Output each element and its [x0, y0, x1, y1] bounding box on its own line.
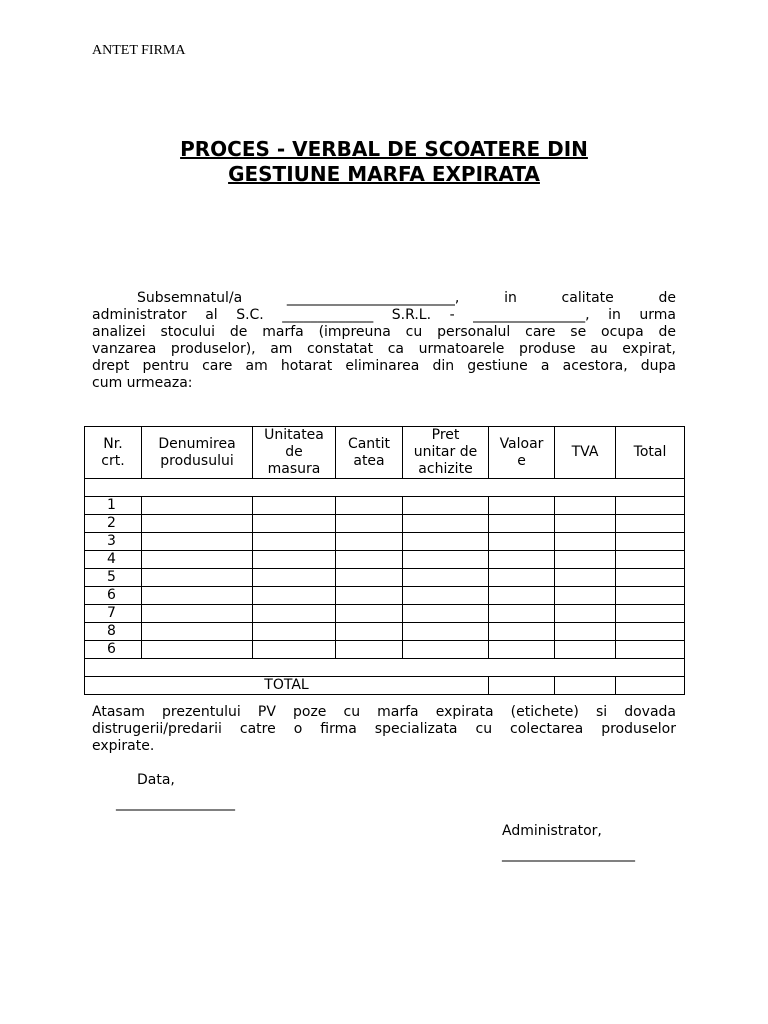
intro-line: drept pentru care am hotarat eliminarea din gestiune a acestora, dupa [92, 358, 676, 374]
intro-paragraph [92, 290, 676, 392]
header-total: Total [616, 427, 685, 479]
table-row: 1 [85, 497, 685, 515]
header-nr-crt: Nr. crt. [85, 427, 142, 479]
header-pret: Pret unitar de achizite [403, 427, 489, 479]
table-row: 7 [85, 605, 685, 623]
table-row: 8 [85, 623, 685, 641]
header-cantitatea: Cantit atea [336, 427, 403, 479]
company-header: ANTET FIRMA [92, 43, 186, 58]
table-header-row [85, 427, 685, 479]
total-label: TOTAL [85, 677, 489, 695]
table-row: 4 [85, 551, 685, 569]
attachment-paragraph [92, 704, 676, 755]
header-unitatea: Unitatea de masura [253, 427, 336, 479]
intro-line: vanzarea produselor), am constatat ca urmatoarele produse au expirat, [92, 341, 676, 357]
attachment-line: distrugerii/predarii catre o firma specializata cu colectarea produselor [92, 721, 676, 737]
table-spacer-row [85, 479, 685, 497]
date-label: Data, [137, 772, 175, 788]
document-title-line-2: GESTIUNE MARFA EXPIRATA [228, 162, 540, 186]
table-row: 6 [85, 641, 685, 659]
header-valoare: Valoar e [489, 427, 555, 479]
table-row: 6 [85, 587, 685, 605]
attachment-line: Atasam prezentului PV poze cu marfa expirata (etichete) si dovada [92, 704, 676, 720]
date-signature-line: _________________ [116, 795, 235, 811]
table-total-row [85, 677, 685, 695]
products-table [84, 426, 685, 695]
document-title-line-1: PROCES - VERBAL DE SCOATERE DIN [180, 137, 588, 161]
intro-line: administrator al S.C. _____________ S.R.L. - ________________, in urma [92, 307, 676, 323]
table-spacer-row [85, 659, 685, 677]
attachment-line: expirate. [92, 738, 155, 754]
table-row: 2 [85, 515, 685, 533]
intro-line: cum urmeaza: [92, 375, 193, 391]
administrator-label: Administrator, [502, 823, 602, 839]
administrator-signature-line: ___________________ [502, 846, 635, 862]
table-row: 3 [85, 533, 685, 551]
header-tva: TVA [555, 427, 616, 479]
intro-line: analizei stocului de marfa (impreuna cu personalul care se ocupa de [92, 324, 676, 340]
table-row: 5 [85, 569, 685, 587]
header-denumirea: Denumirea produsului [142, 427, 253, 479]
intro-line: Subsemnatul/a ________________________, in calitate de [137, 290, 676, 306]
